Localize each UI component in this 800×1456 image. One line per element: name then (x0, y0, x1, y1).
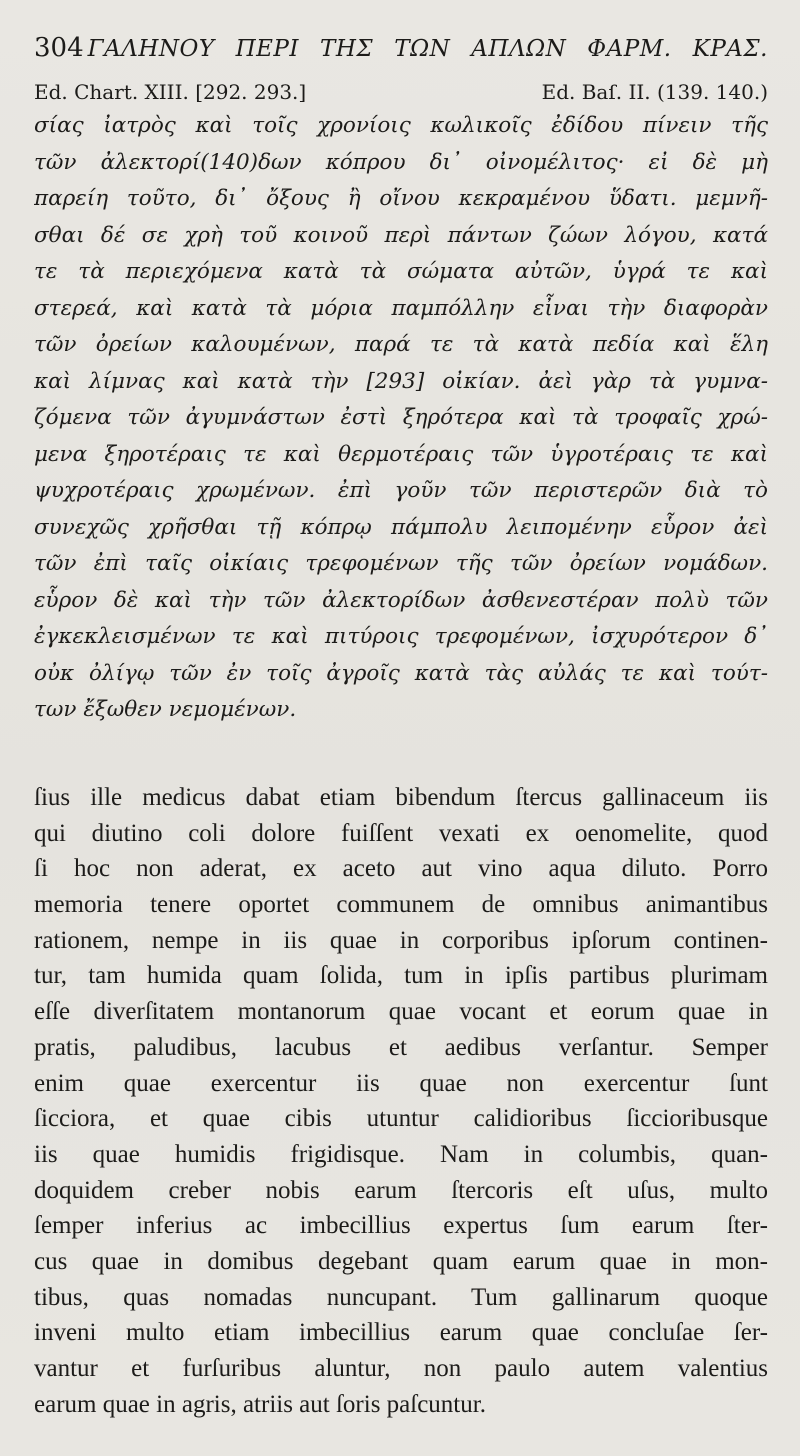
greek-text-line: ζόμενα τῶν ἀγυμνάστων ἐστὶ ξηρότερα καὶ τὰ τροφαῖς χρώ- (34, 405, 768, 430)
greek-text-block (34, 108, 768, 729)
latin-text-line: cus quae in domibus degebant quam earum quae in mon- (34, 1247, 768, 1275)
latin-text-line: earum quae in agris, atriis aut ſoris paſcuntur. (34, 1390, 486, 1418)
greek-text-line: ἐγκεκλεισμένων τε καὶ πιτύροις τρεφομένων, ἰσχυρότερον δ᾽ (34, 624, 768, 649)
greek-text-line: εὗρον δὲ καὶ τὴν τῶν ἀλεκτορίδων ἀσθενεστέραν πολὺ τῶν (34, 587, 768, 613)
latin-text-line: pratis, paludibus, lacubus et aedibus verſantur. Semper (34, 1033, 768, 1061)
greek-text-line: καὶ λίμνας καὶ κατὰ τὴν [293] οἰκίαν. ἀεὶ γὰρ τὰ γυμνα- (34, 368, 768, 394)
latin-text-line: iis quae humidis frigidisque. Nam in columbis, quan- (34, 1140, 768, 1168)
greek-text-line: στερεά, καὶ κατὰ τὰ μόρια παμπόλλην εἶναι τὴν διαφορὰν (34, 295, 768, 321)
greek-text-line: τε τὰ περιεχόμενα κατὰ τὰ σώματα αὐτῶν, ὑγρά τε καὶ (34, 259, 768, 284)
latin-text-line: inveni multo etiam imbecillius earum quae concluſae ſer- (34, 1319, 768, 1347)
latin-text-line: ſi hoc non aderat, ex aceto aut vino aqua diluto. Porro (34, 855, 768, 883)
latin-text-line: vantur et furſuribus aluntur, non paulo autem valentius (34, 1355, 768, 1382)
greek-text-line: οὐκ ὀλίγῳ τῶν ἐν τοῖς ἀγροῖς κατὰ τὰς αὐλάς τε καὶ τούτ- (34, 660, 768, 686)
greek-text-line: τῶν ὀρείων καλουμένων, παρά τε τὰ κατὰ πεδία καὶ ἕλη (34, 332, 768, 357)
latin-text-line: memoria tenere oportet communem de omnibus animantibus (34, 891, 768, 919)
latin-text-line: ſius ille medicus dabat etiam bibendum ſtercus gallinaceum iis (34, 784, 768, 811)
running-title: ΓΑΛΗΝΟΥ ΠΕΡΙ ΤΗΣ ΤΩΝ ΑΠΛΩΝ ΦΑΡΜ. ΚΡΑΣ. (87, 36, 768, 62)
latin-text-block (34, 780, 768, 1422)
latin-text-line: eſſe diverſitatem montanorum quae vocant et eorum quae in (34, 998, 768, 1026)
latin-text-line: tur, tam humida quam ſolida, tum in ipſis partibus plurimam (34, 962, 768, 990)
page-number: 304 (34, 33, 84, 63)
latin-text-line: ſicciora, et quae cibis utuntur calidioribus ſiccioribusque (34, 1105, 768, 1133)
greek-text-line: ψυχροτέραις χρωμένων. ἐπὶ γοῦν τῶν περιστερῶν διὰ τὸ (34, 478, 768, 503)
edition-reference-right: Ed. Baſ. II. (139. 140.) (541, 80, 768, 104)
greek-text-line: μενα ξηροτέραις τε καὶ θερμοτέραις τῶν ὑγροτέραις τε καὶ (34, 441, 768, 467)
greek-text-line: τῶν ἐπὶ ταῖς οἰκίαις τρεφομένων τῆς τῶν ὀρείων νομάδων. (34, 551, 768, 576)
latin-text-line: rationem, nempe in iis quae in corporibus ipſorum continen- (34, 926, 768, 954)
latin-text-line: qui diutino coli dolore fuiſſent vexati ex oenomelite, quod (34, 819, 768, 847)
running-head (34, 30, 768, 66)
greek-text-line: σίας ἰατρὸς καὶ τοῖς χρονίοις κωλικοῖς ἐδίδου πίνειν τῆς (34, 113, 768, 138)
latin-text-line: ſemper inferius ac imbecillius expertus ſum earum ſter- (34, 1212, 768, 1240)
greek-text-line: σθαι δέ σε χρὴ τοῦ κοινοῦ περὶ πάντων ζώων λόγου, κατά (34, 222, 768, 248)
greek-text-line: παρείη τοῦτο, δι᾽ ὄξους ἢ οἴνου κεκραμένου ὕδατι. μεμνῆ- (34, 186, 768, 211)
latin-text-line: tibus, quas nomadas nuncupant. Tum gallinarum quoque (34, 1283, 768, 1311)
latin-text-line: enim quae exercentur iis quae non exercentur ſunt (34, 1069, 768, 1097)
edition-references (34, 78, 768, 106)
greek-text-line: συνεχῶς χρῆσθαι τῇ κόπρῳ πάμπολυ λειπομένην εὗρον ἀεὶ (34, 514, 768, 540)
greek-text-line: των ἔξωθεν νεμομένων. (34, 697, 297, 722)
edition-reference-left: Ed. Chart. XIII. [292. 293.] (34, 80, 307, 104)
latin-text-line: doquidem creber nobis earum ſtercoris eſt uſus, multo (34, 1176, 768, 1204)
greek-text-line: τῶν ἀλεκτορί(140)δων κόπρου δι᾽ οἰνομέλιτος· εἰ δὲ μὴ (34, 149, 768, 175)
